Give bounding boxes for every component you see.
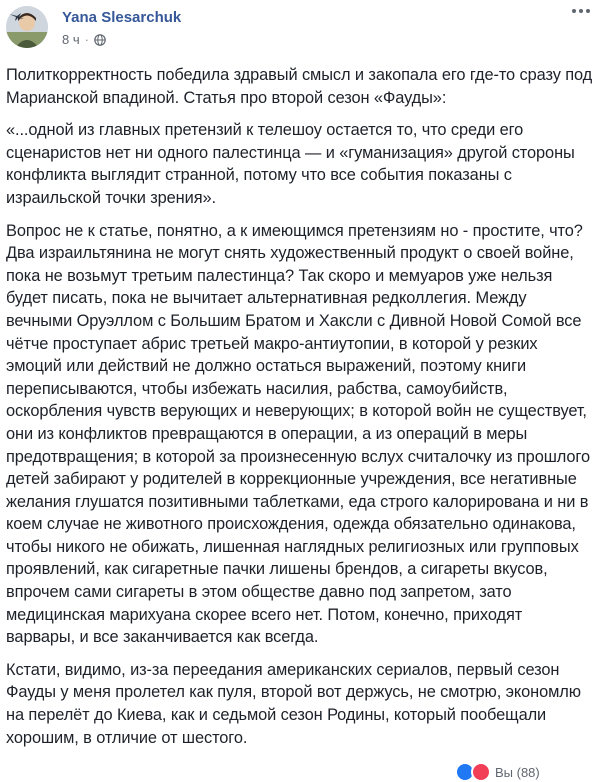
globe-icon[interactable] — [94, 34, 106, 46]
avatar-image — [6, 6, 48, 48]
more-options-icon[interactable] — [570, 4, 592, 18]
reactions-bar[interactable] — [455, 762, 540, 782]
paragraph-closing: Кстати, видимо, из-за переедания американских сериалов, первый сезон Фауды у меня пролетел как пуля, второй вот держусь, не смотрю, экономлю на перелёт до Киева, как и седьмой сезон Родины, который пообещали хорошим, в отличие от шестого. — [6, 660, 581, 747]
paragraph-main: Вопрос не к статье, понятно, а к имеющимся претензиям но - простите, что? Два израильтянина не могут снять художественный продукт о своей войне, пока не возьмут третьим палестинца? Так скоро и мемуаров уже нельзя будет писать, пока не вычитает альтернативная редколлегия. Между вечными Оруэллом с Большим Братом и Хаксли с Дивной Новой Сомой все чётче проступает абрис третьей макро-антиутопии, в которой у резких эмоций или действий не должно остаться выражений, поэтому книги переписываются, чтобы избежать насилия, рабства, самоубийств, оскорбления чувств верующих и неверующих; в которой войн не существует, они из конфликтов превращаются в операции, а из операций в меры предотвращения; в которой за произнесенную вслух считалочку из прошлого детей забирают у родителей в коррекционные учреждения, все негативные желания глушатся позитивными таблетками, еда строго калорирована и ни в коем случае не животного происхождения, одежда обязательно одинакова, чтобы никого не обижать, лишенная наглядных религиозных или групповых проявлений, как сигаретные пачки лишены брендов, а сигареты вкусов, впрочем сами сигареты в этом обществе давно под запретом, зато медицинская марихуана скорее всего нет. Потом, конечно, приходят варвары, и все заканчивается как всегда. — [6, 221, 590, 647]
paragraph-quote: «...одной из главных претензий к телешоу остается то, что среди его сценаристов нет ни одного палестинца — и «гуманизация» другой стороны конфликта выглядит странной, потому что все события показаны с израильской точки зрения». — [6, 121, 575, 207]
post-header — [0, 0, 600, 60]
timestamp[interactable]: 8 ч — [62, 32, 80, 47]
meta-separator: · — [84, 32, 89, 47]
author-name[interactable]: Yana Slesarchuk — [62, 9, 182, 26]
paragraph-intro: Политкорректность победила здравый смысл и закопала его где-то сразу под Марианской впадиной. Статья про второй сезон «Фауды»: — [6, 66, 593, 107]
reactions-count[interactable]: Вы (88) — [495, 764, 540, 780]
love-reaction-icon — [471, 762, 491, 782]
avatar[interactable] — [6, 6, 48, 48]
post-meta — [62, 32, 106, 47]
post-text — [6, 64, 594, 759]
